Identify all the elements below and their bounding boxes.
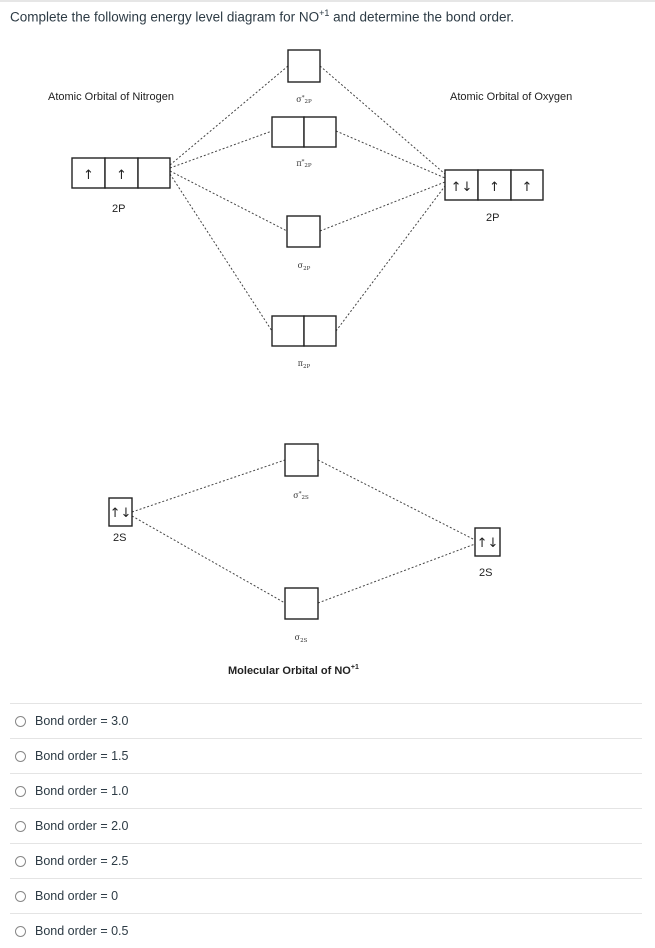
option-bond-order-2-0[interactable] (10, 808, 642, 843)
radio-button[interactable] (15, 891, 26, 902)
option-label: Bond order = 2.0 (35, 819, 129, 833)
mo-caption: Molecular Orbital of $NO^{+1}$ (228, 664, 359, 677)
mo-sigma-2s-box (285, 588, 318, 619)
top-divider (0, 0, 655, 2)
nitrogen-title: Atomic Orbital of Nitrogen (48, 91, 174, 103)
radio-button[interactable] (15, 821, 26, 832)
question-superscript: +1 (319, 8, 330, 18)
mo-sigma-2p-box (287, 216, 320, 247)
n-2p-label: 2P (112, 203, 126, 215)
o-2p-electron-2: ↑ (489, 180, 500, 195)
mo-energy-diagram (0, 40, 655, 690)
radio-button[interactable] (15, 716, 26, 727)
n-2s-label: 2S (113, 532, 127, 544)
mo-pi-2p-label: $\pi_{2P}$ (297, 359, 311, 370)
mo-pi-star-2p-box-1 (272, 117, 304, 147)
mo-sigma-star-2s-box (285, 444, 318, 476)
option-label: Bond order = 0 (35, 889, 119, 903)
option-label: Bond order = 2.5 (35, 854, 129, 868)
question-text-main: Complete the following energy level diagram for NO (10, 9, 320, 25)
mo-sigma-star-2p-box (288, 50, 320, 82)
option-bond-order-2-5[interactable] (10, 843, 642, 878)
mo-pi-star-2p-box-2 (304, 117, 336, 147)
mo-sigma-2p-label: $\sigma_{2P}$ (297, 261, 311, 272)
mo-sigma-star-2p-label: $\sigma^*_{2P}$ (296, 95, 312, 105)
option-label: Bond order = 1.5 (35, 749, 129, 763)
option-bond-order-3-0[interactable] (10, 703, 642, 738)
radio-button[interactable] (15, 751, 26, 762)
o-2s-electrons: ↑↓ (476, 536, 499, 551)
n-2p-electron-1: ↑ (83, 168, 94, 183)
o-2p-label: 2P (486, 212, 500, 224)
mo-sigma-star-2s-label: $\sigma^*_{2S}$ (293, 491, 309, 501)
radio-button[interactable] (15, 786, 26, 797)
radio-button[interactable] (15, 856, 26, 867)
mo-pi-star-2p-label: $\pi^*_{2P}$ (296, 159, 312, 169)
answer-options (10, 703, 642, 948)
option-bond-order-1-5[interactable] (10, 738, 642, 773)
o-2p-electron-1: ↑↓ (450, 180, 473, 195)
o-2s-label: 2S (479, 567, 493, 579)
question-text (10, 8, 514, 25)
mo-pi-2p-box-1 (272, 316, 304, 346)
oxygen-2p-orbitals (445, 170, 543, 200)
option-label: Bond order = 0.5 (35, 924, 129, 938)
option-label: Bond order = 1.0 (35, 784, 129, 798)
option-bond-order-1-0[interactable] (10, 773, 642, 808)
radio-button[interactable] (15, 926, 26, 937)
mo-sigma-2s-label: $\sigma_{2S}$ (294, 633, 308, 644)
o-2p-electron-3: ↑ (521, 180, 533, 195)
question-text-end: and determine the bond order. (329, 9, 515, 25)
option-bond-order-0-5[interactable] (10, 913, 642, 948)
oxygen-title: Atomic Orbital of Oxygen (450, 91, 573, 103)
nitrogen-2p-orbitals (72, 158, 170, 188)
n-2p-electron-2: ↑ (116, 168, 127, 183)
mo-pi-2p-box-2 (304, 316, 336, 346)
n-2p-box-3 (138, 158, 170, 188)
option-label: Bond order = 3.0 (35, 714, 129, 728)
n-2s-electrons: ↑↓ (109, 506, 132, 521)
option-bond-order-0[interactable] (10, 878, 642, 913)
